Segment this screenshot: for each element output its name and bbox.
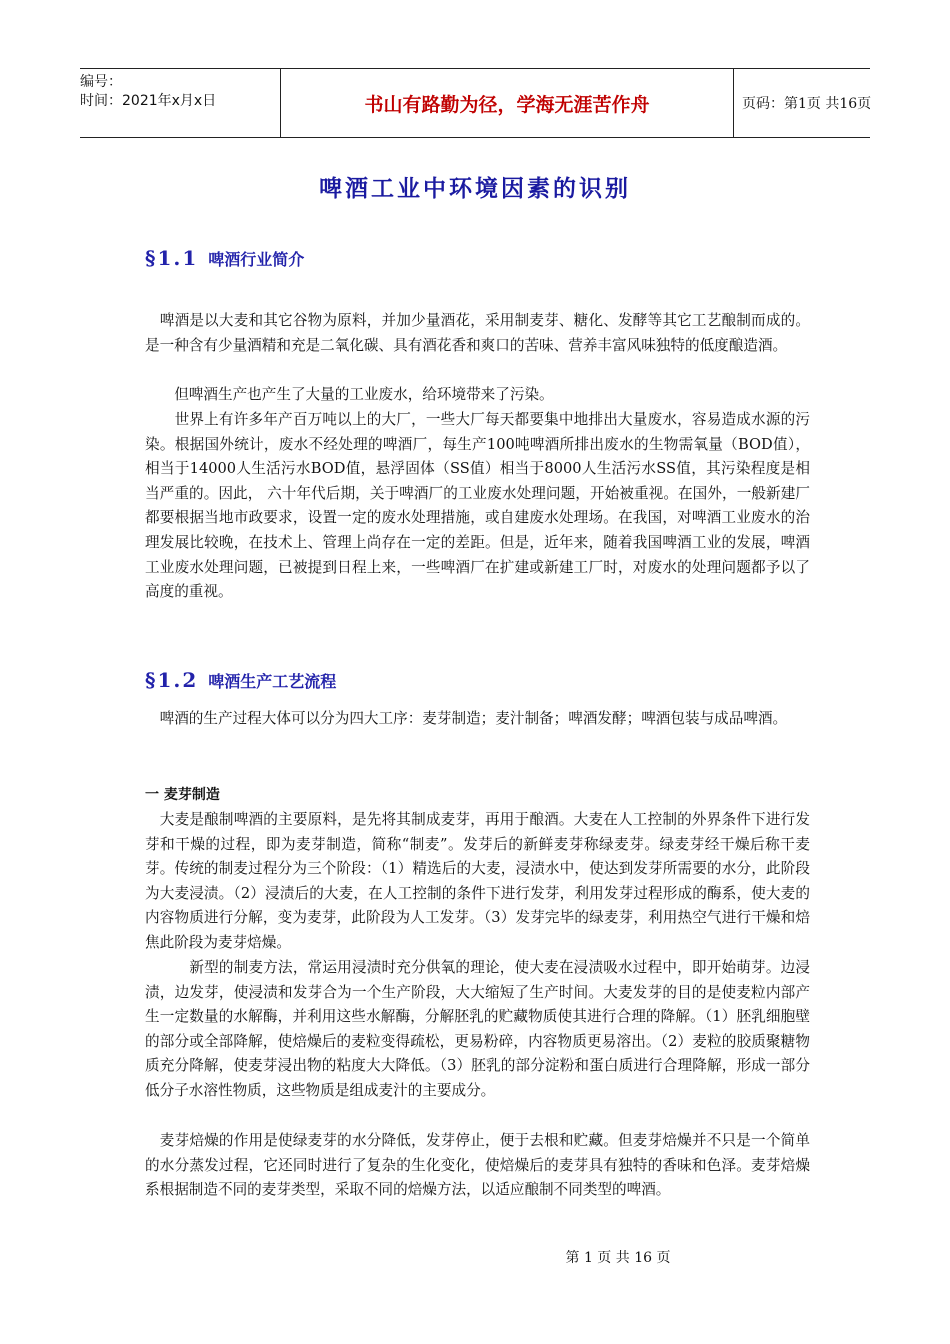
paragraph-pollution: 但啤酒生产也产生了大量的工业废水，给环境带来了污染。: [145, 386, 554, 403]
paragraph-malting: 大麦是酿制啤酒的主要原料，是先将其制成麦芽，再用于酿酒。大麦在人工控制的外界条件下进行发芽和干燥的过程，即为麦芽制造，简称“制麦”。发芽后的新鲜麦芽称绿麦芽。绿麦芽经干燥后称干麦芽。传统的制麦过程分为三个阶段：（1）精选后的大麦，浸渍水中，使达到发芽所需要的水分，此阶段为大麦浸渍。（2）浸渍后的大麦，在人工控制的条件下进行发芽，利用发芽过程形成的酶系，使大麦的内容物质进行分解，变为麦芽，此阶段为人工发芽。（3）发芽完毕的绿麦芽，利用热空气进行干燥和焙焦此阶段为麦芽焙燥。: [145, 811, 810, 951]
section-heading-1-2: [145, 668, 336, 692]
section-title: 啤酒生产工艺流程: [208, 672, 337, 691]
header-meta: [80, 69, 280, 141]
page-header: [80, 68, 870, 138]
section-title: 啤酒行业简介: [208, 250, 305, 269]
document-time-label: 时间：2021年x月x日: [80, 93, 217, 109]
paragraph-process-overview: 啤酒的生产过程大体可以分为四大工序：麦芽制造；麦汁制备；啤酒发酵；啤酒包装与成品啤酒。: [145, 710, 788, 727]
paragraph-intro: 啤酒是以大麦和其它谷物为原料，并加少量酒花，采用制麦芽、糖化、发酵等其它工艺酿制而成的。是一种含有少量酒精和充是二氧化碳、具有酒花香和爽口的苦味、营养丰富风味独特的低度酿造酒。: [145, 312, 810, 354]
section-number: §1.2: [145, 668, 199, 692]
paragraph-kilning: 麦芽焙燥的作用是使绿麦芽的水分降低，发芽停止，便于去根和贮藏。但麦芽焙燥并不只是一个简单的水分蒸发过程，它还同时进行了复杂的生化变化，使焙燥后的麦芽具有独特的香味和色泽。麦芽焙燥系根据制造不同的麦芽类型，采取不同的焙燥方法，以适应酿制不同类型的啤酒。: [145, 1132, 810, 1199]
document-title: 啤酒工业中环境因素的识别: [319, 176, 631, 202]
subsection-heading: 一 麦芽制造: [145, 787, 220, 803]
section-number: §1.1: [145, 246, 199, 270]
header-motto: 书山有路勤为径，学海无涯苦作舟: [280, 69, 734, 137]
section-heading-1-1: [145, 246, 304, 270]
paragraph-new-malting: 新型的制麦方法，常运用浸渍时充分供氧的理论，使大麦在浸渍吸水过程中，即开始萌芽。边浸渍，边发芽，使浸渍和发芽合为一个生产阶段，大大缩短了生产时间。大麦发芽的目的是使麦粒内部产生一定数量的水解酶，并利用这些水解酶，分解胚乳的贮藏物质使其进行合理的降解。（1）胚乳细胞壁的部分或全部降解，使焙燥后的麦粒变得疏松，更易粉碎，内容物质更易溶出。（2）麦粒的胶质聚糖物质充分降解，使麦芽浸出物的粘度大大降低。（3）胚乳的部分淀粉和蛋白质进行合理降解，形成一部分低分子水溶性物质，这些物质是组成麦汁的主要成分。: [145, 959, 810, 1099]
header-page-info: 页码：第1页 共16页: [742, 96, 872, 112]
page-footer: 第 1 页 共 16 页: [565, 1250, 671, 1266]
document-number-label: 编号：: [80, 74, 122, 90]
paragraph-wastewater: 世界上有许多年产百万吨以上的大厂，一些大厂每天都要集中地排出大量废水，容易造成水源的污染。根据国外统计，废水不经处理的啤酒厂，每生产100吨啤酒所排出废水的生物需氧量（BOD值），相当于14000人生活污水BOD值，悬浮固体（SS值）相当于8000人生活污水SS值，其污染程度是相当严重的。因此， 六十年代后期，关于啤酒厂的工业废水处理问题，开始被重视。在国外，一般新建厂都要根据当地市政要求，设置一定的废水处理措施，或自建废水处理场。在我国，对啤酒工业废水的治理发展比较晚，在技术上、管理上尚存在一定的差距。但是，近年来，随着我国啤酒工业的发展，啤酒工业废水处理问题，已被提到日程上来，一些啤酒厂在扩建或新建工厂时，对废水的处理问题都予以了高度的重视。: [145, 411, 810, 601]
